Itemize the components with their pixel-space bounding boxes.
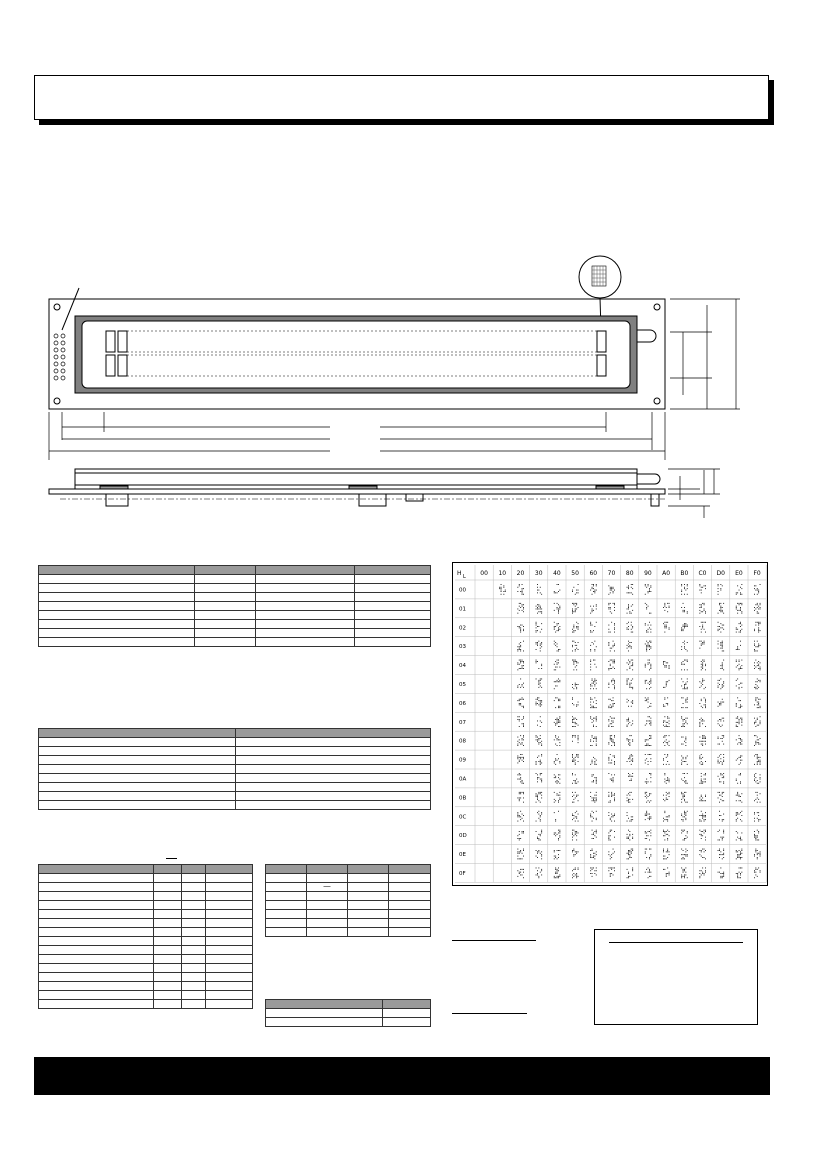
- glyph-cell: [736, 584, 743, 595]
- glyph-cell: [536, 679, 543, 688]
- row-label: 08: [459, 738, 466, 745]
- glyph-cell: [590, 604, 597, 613]
- glyph-cell: [699, 603, 706, 614]
- glyph-cell: [718, 849, 725, 860]
- corner-sub-label: L: [463, 574, 466, 580]
- glyph-cell: [608, 773, 615, 782]
- row-label: 03: [459, 644, 466, 651]
- glyph-cell: [608, 716, 615, 727]
- glyph-cell: [736, 811, 743, 822]
- glyph-cell: [627, 679, 634, 690]
- glyph-cell: [754, 716, 761, 727]
- corner-label: H: [457, 570, 462, 577]
- glyph-cell: [681, 641, 688, 652]
- col-label: 60: [589, 570, 598, 577]
- glyph-cell: [554, 754, 561, 765]
- glyph-cell: [663, 792, 670, 801]
- glyph-cell: [572, 735, 579, 743]
- glyph-cell: [554, 697, 561, 708]
- glyph-cell: [718, 679, 725, 690]
- note-box-rule: [609, 942, 743, 943]
- glyph-cell: [590, 811, 597, 822]
- glyph-cell: [645, 716, 652, 725]
- glyph-cell: [554, 735, 561, 746]
- glyph-cell: [608, 792, 615, 803]
- glyph-cell: [608, 679, 615, 690]
- glyph-cell: [718, 603, 725, 614]
- glyph-cell: [645, 660, 652, 671]
- glyph-cell: [554, 792, 561, 803]
- glyph-cell: [517, 679, 524, 688]
- glyph-cell: [754, 792, 761, 803]
- glyph-cell: [608, 812, 615, 821]
- glyph-cell: [736, 756, 743, 765]
- glyph-cell: [572, 792, 579, 803]
- glyph-cell: [536, 811, 543, 822]
- glyph-cell: [608, 660, 615, 671]
- glyph-cell: [718, 868, 725, 879]
- note-underline-2: [452, 1013, 527, 1014]
- row-label: 00: [459, 587, 466, 594]
- glyph-cell: [645, 641, 652, 652]
- glyph-cell: [718, 735, 725, 744]
- glyph-cell: [554, 660, 561, 671]
- glyph-cell: [736, 603, 743, 614]
- character-grid: [453, 563, 767, 885]
- glyph-cell: [590, 697, 597, 708]
- glyph-cell: [645, 584, 652, 595]
- glyph-cell: [754, 754, 761, 765]
- glyph-cell: [572, 641, 579, 652]
- glyph-cell: [736, 716, 743, 727]
- glyph-cell: [663, 622, 670, 633]
- glyph-cell: [736, 735, 743, 744]
- glyph-cell: [699, 697, 706, 708]
- glyph-cell: [517, 641, 524, 652]
- glyph-cell: [627, 830, 634, 841]
- glyph-cell: [645, 830, 652, 841]
- glyph-cell: [699, 754, 706, 765]
- glyph-cell: [699, 584, 706, 593]
- glyph-cell: [554, 830, 561, 841]
- glyph-cell: [517, 811, 524, 822]
- glyph-cell: [681, 811, 688, 822]
- glyph-cell: [699, 718, 706, 727]
- timing-table: [265, 864, 431, 937]
- glyph-cell: [572, 716, 579, 727]
- glyph-cell: [720, 660, 724, 671]
- glyph-cell: [681, 849, 688, 860]
- row-label: 0D: [459, 833, 467, 840]
- row-label: 07: [459, 719, 466, 726]
- col-label: 30: [534, 570, 543, 577]
- row-label: 0A: [459, 776, 467, 783]
- glyph-cell: [590, 622, 597, 633]
- note-underline-1: [452, 940, 536, 941]
- glyph-cell: [718, 773, 725, 784]
- title-box: [34, 75, 769, 120]
- glyph-cell: [608, 830, 615, 841]
- glyph-cell: [681, 868, 688, 879]
- glyph-cell: [681, 584, 688, 595]
- glyph-cell: [608, 641, 615, 652]
- glyph-cell: [663, 603, 670, 612]
- col-label: 00: [480, 570, 488, 577]
- glyph-cell: [736, 660, 743, 671]
- col-label: 90: [644, 570, 652, 577]
- glyph-cell: [628, 773, 633, 781]
- glyph-cell: [590, 584, 597, 595]
- glyph-cell: [681, 830, 688, 841]
- col-label: C0: [698, 570, 707, 577]
- glyph-cell: [554, 622, 561, 633]
- glyph-cell: [517, 625, 524, 633]
- glyph-cell: [754, 584, 761, 595]
- glyph-cell: [645, 811, 652, 820]
- glyph-cell: [536, 792, 543, 803]
- row-label: 02: [459, 625, 466, 632]
- glyph-cell: [699, 830, 706, 841]
- glyph-cell: [537, 584, 542, 595]
- glyph-cell: [663, 680, 670, 688]
- glyph-cell: [608, 735, 615, 746]
- glyph-cell: [699, 622, 706, 633]
- glyph-cell: [592, 774, 597, 783]
- glyph-cell: [572, 773, 579, 784]
- glyph-cell: [554, 716, 561, 727]
- col-label: B0: [680, 570, 689, 577]
- glyph-cell: [554, 850, 561, 859]
- pin-table: [38, 864, 253, 1009]
- glyph-cell: [699, 795, 706, 802]
- glyph-cell: [718, 754, 725, 765]
- glyph-cell: [754, 868, 761, 879]
- glyph-cell: [718, 641, 725, 652]
- glyph-cell: [554, 868, 561, 879]
- glyph-cell: [664, 773, 669, 784]
- glyph-cell: [627, 849, 634, 860]
- row-label: 09: [459, 757, 466, 764]
- glyph-cell: [536, 830, 543, 841]
- glyph-cell: [572, 697, 579, 706]
- glyph-cell: [663, 661, 670, 669]
- glyph-cell: [681, 737, 686, 746]
- glyph-cell: [754, 660, 761, 671]
- glyph-cell: [699, 679, 706, 690]
- glyph-cell: [572, 603, 579, 614]
- glyph-cell: [627, 660, 634, 671]
- glyph-cell: [517, 849, 524, 860]
- glyph-cell: [627, 622, 634, 633]
- glyph-cell: [572, 683, 579, 690]
- glyph-cell: [590, 757, 597, 765]
- glyph-cell: [572, 754, 579, 765]
- glyph-cell: [608, 849, 615, 860]
- glyph-cell: [572, 622, 579, 633]
- character-font-table: [452, 562, 768, 886]
- glyph-cell: [608, 622, 615, 633]
- glyph-cell: [554, 641, 561, 652]
- glyph-cell: [699, 773, 706, 784]
- glyph-cell: [590, 679, 597, 690]
- col-label: 70: [607, 570, 616, 577]
- glyph-cell: [718, 699, 725, 707]
- glyph-cell: [681, 792, 688, 803]
- glyph-cell: [699, 641, 704, 649]
- glyph-cell: [754, 812, 761, 821]
- glyph-cell: [536, 868, 543, 879]
- glyph-cell: [754, 773, 761, 784]
- glyph-cell: [572, 584, 579, 595]
- glyph-cell: [517, 792, 524, 803]
- glyph-cell: [536, 773, 543, 782]
- glyph-cell: [627, 812, 634, 821]
- glyph-cell: [736, 697, 743, 708]
- glyph-cell: [517, 831, 524, 840]
- glyph-cell: [736, 773, 741, 784]
- glyph-cell: [608, 868, 615, 877]
- footer-bar: [34, 1057, 770, 1095]
- glyph-cell: [627, 868, 634, 879]
- glyph-cell: [536, 604, 543, 613]
- col-label: 80: [625, 570, 634, 577]
- glyph-cell: [554, 603, 561, 614]
- row-label: 06: [459, 700, 466, 707]
- glyph-cell: [736, 831, 743, 840]
- glyph-cell: [608, 603, 615, 614]
- glyph-cell: [681, 623, 688, 631]
- glyph-cell: [718, 622, 725, 633]
- glyph-cell: [537, 716, 542, 727]
- glyph-cell: [554, 774, 561, 783]
- glyph-cell: [718, 718, 725, 727]
- glyph-cell: [663, 716, 670, 727]
- glyph-cell: [645, 735, 652, 746]
- glyph-cell: [554, 811, 559, 822]
- row-label: 0F: [459, 870, 466, 877]
- glyph-cell: [590, 716, 597, 727]
- glyph-cell: [754, 849, 761, 860]
- col-label: D0: [716, 570, 725, 577]
- glyph-cell: [627, 699, 634, 707]
- glyph-cell: [627, 754, 634, 765]
- glyph-cell: [736, 868, 743, 879]
- glyph-cell: [572, 660, 579, 671]
- glyph-cell: [681, 773, 688, 784]
- glyph-cell: [663, 811, 670, 822]
- glyph-cell: [645, 697, 652, 708]
- glyph-cell: [645, 849, 652, 860]
- glyph-cell: [701, 660, 706, 671]
- spec-table-1: [38, 565, 431, 647]
- glyph-cell: [736, 792, 743, 803]
- side-view-board: [49, 489, 665, 494]
- glyph-cell: [572, 830, 579, 841]
- glyph-cell: [608, 697, 615, 708]
- glyph-cell: [736, 641, 741, 650]
- glyph-cell: [536, 735, 543, 746]
- overline-mark-2: —: [307, 883, 348, 892]
- row-label: 0B: [459, 795, 467, 802]
- glyph-cell: [736, 679, 743, 690]
- glyph-cell: [627, 584, 634, 595]
- glyph-cell: [572, 849, 579, 857]
- glyph-cell: [536, 641, 543, 652]
- glyph-cell: [663, 830, 670, 841]
- glyph-cell: [517, 584, 524, 595]
- glyph-cell: [590, 868, 597, 877]
- glyph-cell: [590, 735, 597, 746]
- glyph-cell: [572, 811, 579, 822]
- col-label: F0: [753, 570, 761, 577]
- glyph-cell: [718, 830, 725, 841]
- glyph-cell: [554, 584, 561, 593]
- glyph-cell: [681, 716, 688, 727]
- glyph-cell: [699, 735, 706, 746]
- glyph-cell: [590, 792, 597, 803]
- row-label: 0C: [459, 814, 467, 821]
- glyph-cell: [645, 792, 652, 803]
- glyph-cell: [590, 641, 597, 652]
- glyph-cell: [754, 603, 761, 614]
- glyph-cell: [645, 679, 652, 690]
- glyph-cell: [681, 660, 688, 671]
- glyph-cell: [663, 735, 670, 746]
- col-label: 40: [553, 570, 561, 577]
- glyph-cell: [627, 718, 634, 727]
- overline-mark: [166, 858, 177, 859]
- glyph-cell: [681, 756, 688, 765]
- glyph-cell: [754, 622, 761, 633]
- glyph-cell: [554, 679, 561, 690]
- glyph-cell: [681, 679, 688, 690]
- glyph-cell: [590, 849, 597, 860]
- glyph-cell: [754, 641, 761, 652]
- glyph-cell: [517, 735, 524, 746]
- spec-table-2: [38, 728, 431, 810]
- glyph-cell: [499, 584, 506, 595]
- glyph-cell: [590, 660, 597, 671]
- glyph-cell: [754, 697, 761, 708]
- glyph-cell: [645, 603, 652, 614]
- row-label: 04: [459, 663, 466, 670]
- glyph-cell: [681, 603, 688, 614]
- glyph-cell: [663, 697, 668, 706]
- glyph-cell: [536, 754, 543, 765]
- spec-table-5: [265, 999, 431, 1027]
- glyph-cell: [517, 773, 524, 784]
- glyph-cell: [517, 754, 524, 763]
- glyph-cell: [608, 754, 615, 765]
- glyph-cell: [572, 868, 579, 879]
- glyph-cell: [608, 585, 615, 594]
- glyph-cell: [627, 792, 634, 803]
- col-label: 50: [571, 570, 579, 577]
- glyph-cell: [536, 660, 543, 669]
- glyph-cell: [719, 811, 724, 822]
- glyph-cell: [627, 735, 634, 746]
- glyph-cell: [718, 584, 723, 595]
- glyph-cell: [645, 773, 652, 784]
- glyph-cell: [754, 735, 761, 746]
- glyph-cell: [645, 622, 652, 633]
- glyph-cell: [699, 811, 706, 822]
- col-label: 20: [516, 570, 525, 577]
- glyph-cell: [627, 641, 632, 652]
- glyph-cell: [517, 716, 524, 727]
- glyph-cell: [645, 754, 652, 765]
- col-label: E0: [735, 570, 743, 577]
- glyph-cell: [699, 868, 706, 879]
- row-label: 01: [459, 606, 466, 613]
- glyph-cell: [663, 868, 670, 877]
- glyph-cell: [627, 604, 634, 613]
- glyph-cell: [754, 830, 759, 841]
- col-label: 10: [498, 570, 507, 577]
- glyph-cell: [754, 679, 761, 690]
- glyph-cell: [718, 792, 725, 803]
- glyph-cell: [645, 868, 652, 879]
- glyph-cell: [536, 622, 543, 633]
- glyph-cell: [663, 754, 670, 765]
- glyph-cell: [736, 622, 743, 633]
- row-label: 0E: [459, 852, 466, 859]
- glyph-cell: [517, 660, 524, 671]
- mechanical-drawing: [0, 250, 828, 525]
- note-box: [594, 929, 758, 1025]
- col-label: A0: [662, 570, 671, 577]
- glyph-cell: [663, 849, 670, 860]
- glyph-cell: [736, 849, 743, 860]
- glyph-cell: [536, 850, 543, 859]
- glyph-cell: [592, 830, 597, 839]
- row-label: 05: [459, 681, 466, 688]
- glyph-cell: [517, 869, 524, 878]
- glyph-cell: [699, 849, 706, 860]
- glyph-cell: [536, 697, 543, 706]
- glyph-cell: [681, 697, 688, 708]
- glyph-cell: [517, 603, 524, 614]
- glyph-cell: [517, 697, 524, 708]
